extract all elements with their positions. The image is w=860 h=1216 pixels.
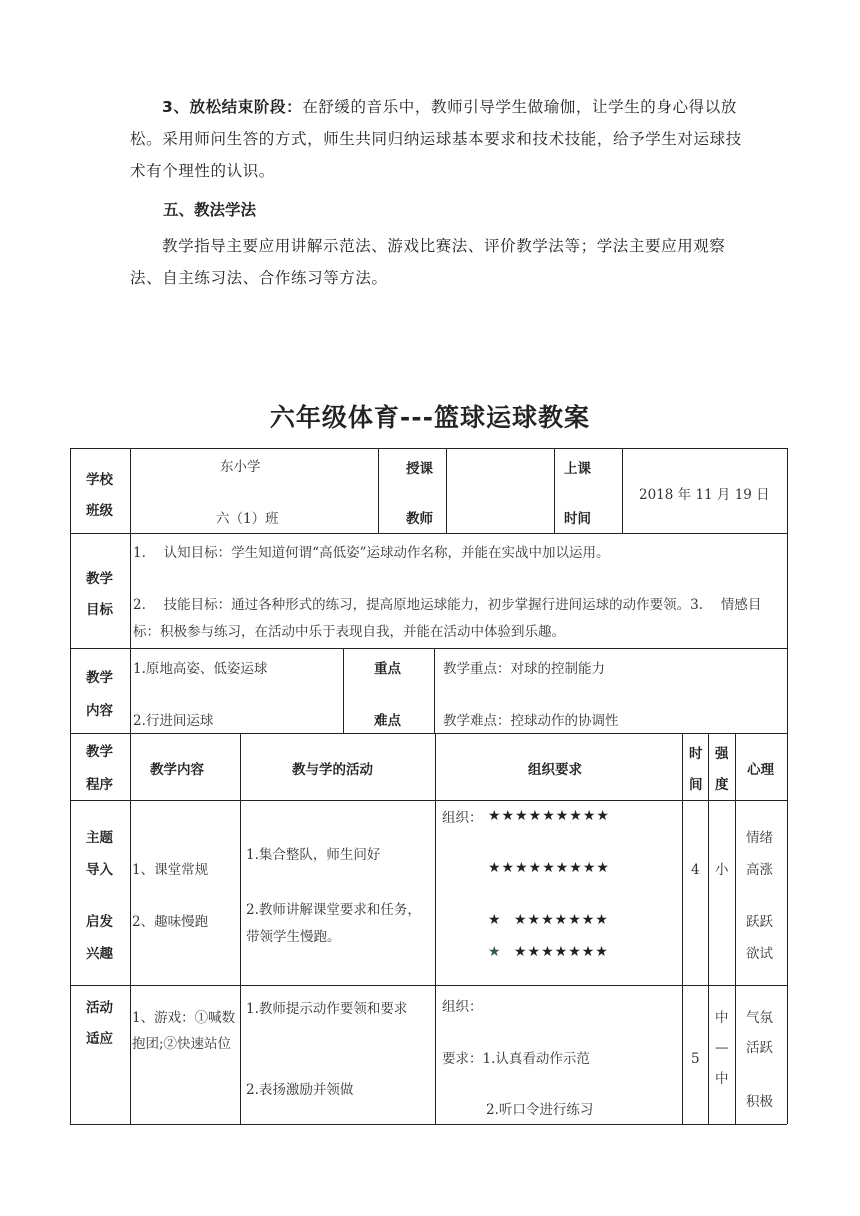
class-label: 班级 <box>86 503 113 519</box>
content-label: 教学 <box>86 670 113 686</box>
row2-psych: 积极 <box>746 1094 773 1110</box>
header-intensity: 强 <box>715 746 729 762</box>
row2-intensity: 中 <box>715 1010 729 1026</box>
time-label-2: 时间 <box>564 511 591 527</box>
header-time-2: 间 <box>689 777 703 793</box>
row2-intensity: — <box>715 1040 729 1056</box>
lesson-date: 2018 年 11 月 19 日 <box>639 487 770 503</box>
school-label: 学校 <box>86 472 113 488</box>
row2-org-label: 组织： <box>442 999 483 1015</box>
formation-row: ★★★★★★★ <box>514 912 609 928</box>
content-item-1: 1.原地高姿、低姿运球 <box>133 661 268 677</box>
document-title: 六年级体育---篮球运球教案 <box>269 403 591 432</box>
class-value: 六（1）班 <box>216 511 279 527</box>
row2-requirement-2: 2.听口令进行练习 <box>486 1102 594 1118</box>
teacher-star-icon: ★ <box>488 944 502 960</box>
teacher-label: 授课 <box>406 461 433 477</box>
goal-cognitive: 1. 认知目标：学生知道何谓“高低姿”运球动作名称，并能在实战中加以运用。 <box>133 545 610 561</box>
key-point-text: 教学重点：对球的控制能力 <box>443 661 605 677</box>
header-content: 教学内容 <box>150 762 204 778</box>
row1-intensity: 小 <box>715 862 729 878</box>
row2-intensity: 中 <box>715 1071 729 1087</box>
section-heading-methods: 五、教法学法 <box>163 201 257 219</box>
formation-row: ★★★★★★★ <box>514 944 609 960</box>
row1-psych: 跃跃 <box>746 914 773 930</box>
row2-activity-1: 1.教师提示动作要领和要求 <box>246 1001 408 1017</box>
header-activity: 教与学的活动 <box>292 762 373 778</box>
row1-content-2: 2、趣味慢跑 <box>132 914 209 930</box>
goal-label-2: 目标 <box>86 602 113 618</box>
formation-row: ★★★★★★★★★ <box>488 808 610 824</box>
paragraph-methods: 教学指导主要应用讲解示范法、游戏比赛法、评价教学法等；学法主要应用观察法、自主练习法、合作练习等方法。 <box>130 237 726 287</box>
paragraph-label: 3、放松结束阶段： <box>162 98 303 116</box>
stage-label: 兴趣 <box>86 946 113 962</box>
row1-activity-1: 1.集合整队，师生问好 <box>246 847 381 863</box>
time-label: 上课 <box>564 461 591 477</box>
key-point-label: 重点 <box>374 661 401 677</box>
lesson-plan-table <box>70 448 787 1124</box>
row1-time: 4 <box>691 862 700 878</box>
row2-time: 5 <box>691 1051 700 1067</box>
school-value: 东小学 <box>220 459 261 475</box>
row2-activity-2: 2.表扬激励并领做 <box>246 1082 354 1098</box>
paragraph-text: 在舒缓的音乐中，教师引导学生做瑜伽，让学生的身心得以放松。采用师问生答的方式，师生共同归纳运球基本要求和技术技能，给予学生对运球技术有个理性的认识。 <box>130 98 742 180</box>
row1-activity-2: 2.教师讲解课堂要求和任务，带领学生慢跑。 <box>246 902 421 945</box>
stage-label: 主题 <box>86 830 113 846</box>
stage-label: 启发 <box>86 914 113 930</box>
goal-label: 教学 <box>86 571 113 587</box>
teacher-label-2: 教师 <box>406 511 433 527</box>
goal-skill-emotion: 2. 技能目标：通过各种形式的练习，提高原地运球能力，初步掌握行进间运球的动作要领。3. 情感目标：积极参与练习，在活动中乐于表现自我，并能在活动中体验到乐趣。 <box>133 597 762 640</box>
difficulty-text: 教学难点：控球动作的协调性 <box>443 713 619 729</box>
header-organization: 组织要求 <box>528 762 582 778</box>
row1-psych: 高涨 <box>746 862 773 878</box>
header-psychology: 心理 <box>747 762 774 778</box>
row1-org-label: 组织： <box>442 810 483 826</box>
content-label-2: 内容 <box>86 703 113 719</box>
row1-psych: 欲试 <box>746 946 773 962</box>
row2-requirement-1: 要求：1.认真看动作示范 <box>442 1051 590 1067</box>
teacher-star-icon: ★ <box>488 912 502 928</box>
paragraph-relax-stage <box>130 91 750 187</box>
formation-row: ★★★★★★★★★ <box>488 860 610 876</box>
difficulty-label: 难点 <box>374 713 401 729</box>
row1-psych: 情绪 <box>746 830 773 846</box>
content-item-2: 2.行进间运球 <box>133 713 214 729</box>
header-program: 教学 <box>86 744 113 760</box>
stage-label: 导入 <box>86 862 113 878</box>
header-program-2: 程序 <box>86 777 113 793</box>
row2-psych: 气氛 <box>746 1010 773 1026</box>
header-time: 时 <box>689 746 703 762</box>
stage-label: 活动 <box>86 1000 113 1016</box>
row2-psych: 活跃 <box>746 1040 773 1056</box>
stage-label: 适应 <box>86 1031 113 1047</box>
header-intensity-2: 度 <box>715 777 729 793</box>
row1-content-1: 1、课堂常规 <box>132 862 209 878</box>
row2-content: 1、游戏：①喊数抱团;②快速站位 <box>132 1010 236 1052</box>
